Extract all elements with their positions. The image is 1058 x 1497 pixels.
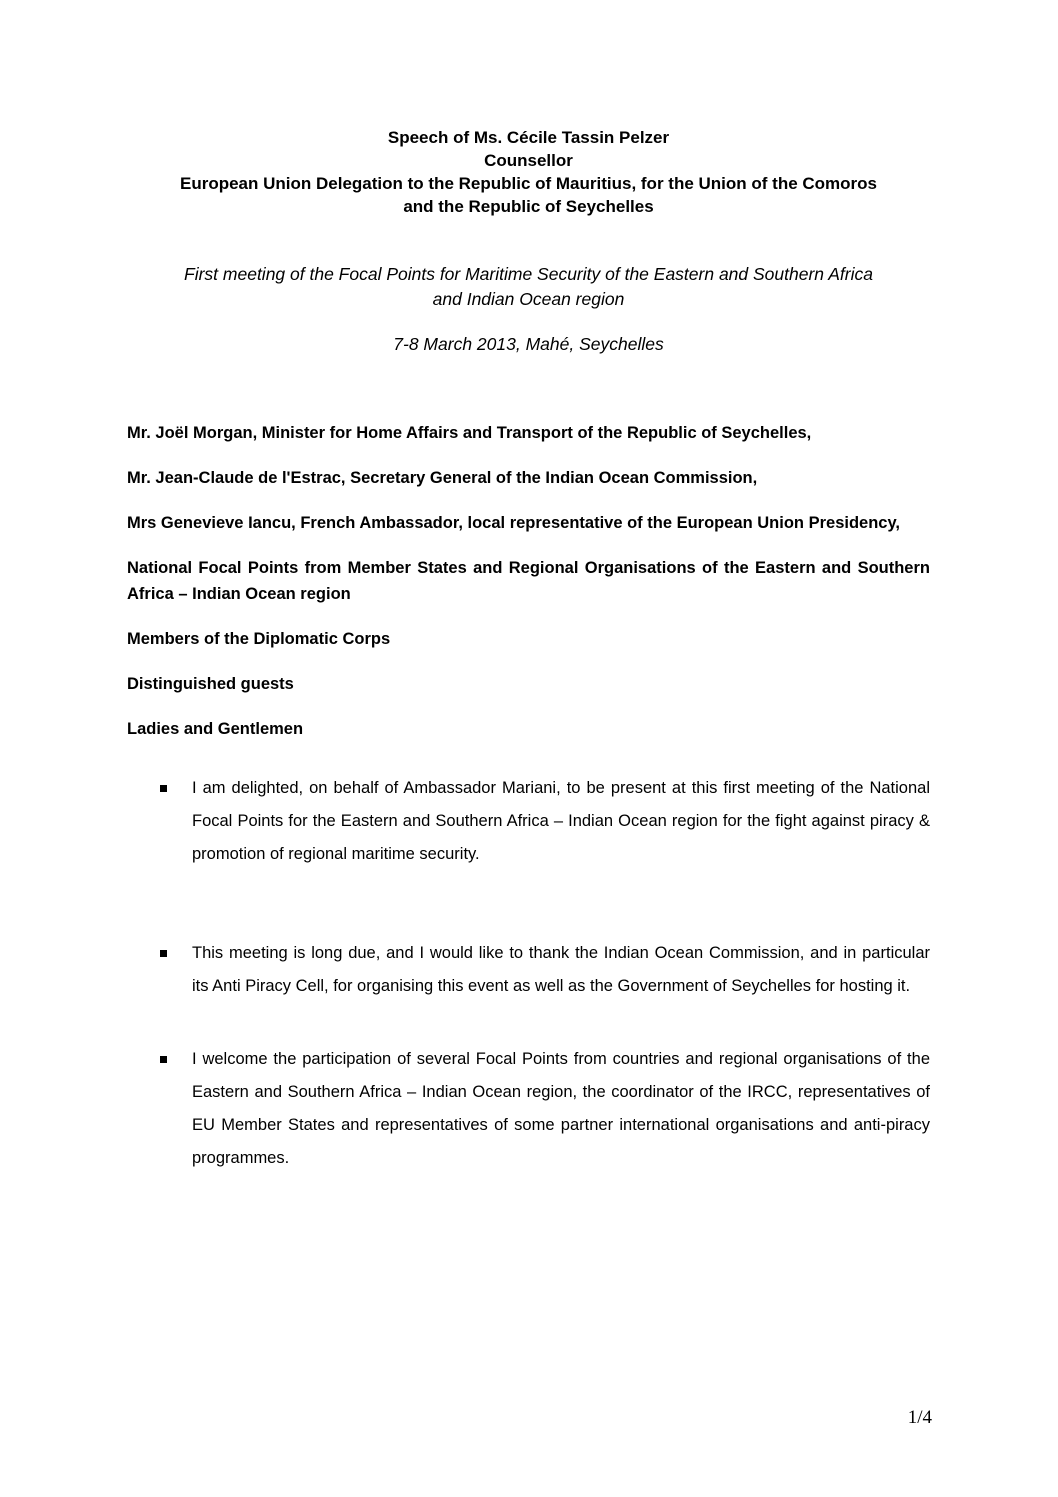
speech-bullet-list	[127, 772, 930, 1175]
speech-title-line-4: and the Republic of Seychelles	[403, 197, 654, 216]
salutation-paragraph: Ladies and Gentlemen	[127, 720, 304, 738]
salutation-paragraph: Mrs Genevieve Iancu, French Ambassador, local representative of the European Union Presidency,	[127, 514, 901, 532]
salutation-paragraph: Distinguished guests	[127, 675, 294, 693]
bullet-text: I am delighted, on behalf of Ambassador Mariani, to be present at this first meeting of the National Focal Points for the Eastern and Southern Africa – Indian Ocean region for the fight against piracy & promotion of regional maritime security.	[192, 779, 930, 863]
event-title-line-2: and Indian Ocean region	[432, 289, 625, 309]
salutation-paragraph: National Focal Points from Member States and Regional Organisations of the Eastern and Southern Africa – Indian Ocean region	[127, 559, 930, 603]
bullet-item	[127, 937, 930, 1003]
event-title-line-1: First meeting of the Focal Points for Maritime Security of the Eastern and Southern Africa	[184, 264, 873, 284]
salutation-paragraph: Mr. Jean-Claude de l'Estrac, Secretary General of the Indian Ocean Commission,	[127, 469, 758, 487]
page-number: 1/4	[907, 1407, 932, 1428]
bullet-text: This meeting is long due, and I would like to thank the Indian Ocean Commission, and in particular its Anti Piracy Cell, for organising this event as well as the Government of Seychelles for hosting it.	[192, 944, 930, 995]
salutation-paragraph: Mr. Joël Morgan, Minister for Home Affairs and Transport of the Republic of Seychelles,	[127, 424, 812, 442]
speech-title	[127, 126, 930, 218]
event-title	[127, 262, 930, 312]
speech-title-line-2: Counsellor	[484, 151, 573, 170]
speech-title-line-1: Speech of Ms. Cécile Tassin Pelzer	[387, 128, 670, 147]
event-date: 7-8 March 2013, Mahé, Seychelles	[393, 334, 664, 354]
bullet-square-icon	[160, 1056, 167, 1063]
speech-title-line-3: European Union Delegation to the Republic of Mauritius, for the Union of the Comoros	[180, 174, 877, 193]
bullet-square-icon	[160, 785, 167, 792]
bullet-square-icon	[160, 950, 167, 957]
bullet-text: I welcome the participation of several Focal Points from countries and regional organisations of the Eastern and Southern Africa – Indian Ocean region, the coordinator of the IRCC, representatives of EU Member States and representatives of some partner international organisations and anti-piracy programmes.	[192, 1050, 930, 1167]
salutation-paragraph: Members of the Diplomatic Corps	[127, 630, 391, 648]
salutations-section	[127, 420, 930, 742]
bullet-item	[127, 1043, 930, 1175]
bullet-item	[127, 772, 930, 871]
